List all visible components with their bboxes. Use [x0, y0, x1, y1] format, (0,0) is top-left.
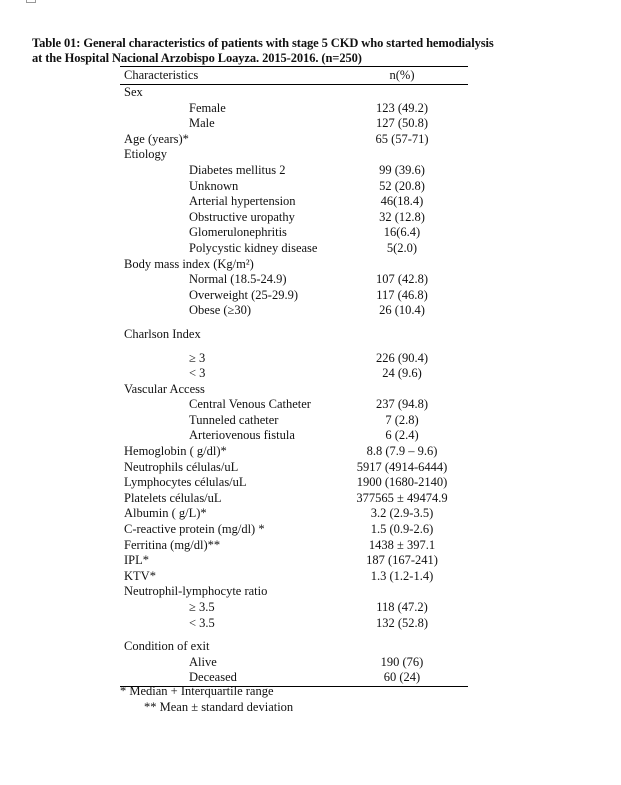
- row-value: 46(18.4): [380, 194, 424, 209]
- table-header-row: [120, 67, 468, 84]
- footnote-mean: ** Mean ± standard deviation: [144, 700, 294, 714]
- row-value: 190 (76): [380, 654, 424, 669]
- table-row: [120, 101, 468, 117]
- row-value: 107 (42.8): [375, 272, 429, 287]
- row-label: Condition of exit: [124, 639, 210, 654]
- row-label: ≥ 3.5: [189, 600, 215, 614]
- row-value: 24 (9.6): [382, 366, 422, 381]
- table-row: [120, 382, 468, 398]
- table-row: [120, 194, 468, 210]
- row-label: Sex: [124, 85, 143, 99]
- caption-line-1: Table 01: General characteristics of patients with stage 5 CKD who started hemodialysis: [32, 36, 494, 50]
- row-value: 127 (50.8): [375, 116, 429, 131]
- table-row: [120, 491, 468, 507]
- footnote-median: * Median + Interquartile range: [120, 684, 274, 698]
- row-value: 1.5 (0.9-2.6): [370, 522, 434, 537]
- table-row: [120, 616, 468, 632]
- row-value: 117 (46.8): [376, 287, 428, 302]
- table-row: [120, 85, 468, 101]
- table-row: [120, 351, 468, 367]
- row-label: KTV*: [124, 568, 156, 583]
- table-row: [120, 303, 468, 319]
- row-value: 5(2.0): [386, 240, 418, 255]
- table-row: [120, 366, 468, 382]
- row-value: 5917 (4914-6444): [356, 459, 448, 474]
- table-row: [120, 584, 468, 600]
- row-value: 52 (20.8): [379, 178, 425, 193]
- row-label: Etiology: [124, 147, 168, 162]
- table-caption: [32, 36, 592, 66]
- table-row: [120, 241, 468, 257]
- table-row: [120, 288, 468, 304]
- table-row: [120, 460, 468, 476]
- table-row: [120, 522, 468, 538]
- table-row: [120, 132, 468, 148]
- row-label: < 3: [189, 366, 206, 381]
- row-label: Vascular Access: [124, 381, 205, 396]
- header-characteristics: Characteristics: [124, 68, 199, 82]
- table-row: [120, 475, 468, 491]
- row-label: Overweight (25-29.9): [189, 287, 298, 302]
- row-label: Charlson Index: [124, 326, 201, 341]
- row-label: Polycystic kidney disease: [189, 240, 318, 255]
- table-row: [120, 413, 468, 429]
- row-value: 60 (24): [383, 670, 421, 685]
- row-label: Normal (18.5-24.9): [189, 272, 287, 287]
- table-row: [120, 147, 468, 163]
- row-value: 1900 (1680-2140): [356, 475, 448, 490]
- table-row: [120, 444, 468, 460]
- table-row: [120, 553, 468, 569]
- header-n-percent: n(%): [389, 68, 415, 82]
- row-label: Arteriovenous fistula: [189, 428, 295, 443]
- row-value: 16(6.4): [383, 225, 421, 240]
- row-label: Albumin ( g/L)*: [124, 506, 207, 521]
- table-row: [120, 506, 468, 522]
- row-label: Age (years)*: [124, 131, 189, 146]
- table-row: [120, 163, 468, 179]
- row-label: Hemoglobin ( g/dl)*: [124, 444, 227, 459]
- row-value: 132 (52.8): [375, 615, 429, 630]
- table-row: [120, 210, 468, 226]
- table-row: [120, 327, 468, 343]
- row-label: Obese (≥30): [189, 303, 252, 318]
- row-label: Deceased: [189, 670, 237, 685]
- row-value: 123 (49.2): [375, 100, 429, 115]
- row-label: ≥ 3: [189, 350, 206, 365]
- table-row: [120, 397, 468, 413]
- row-label: Tunneled catheter: [189, 412, 279, 427]
- table-row: [120, 655, 468, 671]
- row-value: 7 (2.8): [385, 412, 419, 427]
- table-row: [120, 225, 468, 241]
- row-value: 32 (12.8): [379, 209, 425, 224]
- row-label: Diabetes mellitus 2: [189, 162, 286, 177]
- row-value: 1.3 (1.2-1.4): [370, 568, 434, 583]
- table-row: [120, 272, 468, 288]
- row-label: Neutrophils células/uL: [124, 459, 239, 474]
- row-label: Body mass index (Kg/m²): [124, 256, 254, 271]
- row-value: 1438 ± 397.1: [368, 537, 436, 552]
- table-row: [120, 639, 468, 655]
- caption-line-2: at the Hospital Nacional Arzobispo Loayza. 2015-2016. (n=250): [32, 51, 362, 65]
- row-label: Alive: [189, 654, 217, 669]
- row-label: Glomerulonephritis: [189, 225, 287, 240]
- row-label: Female: [189, 100, 226, 115]
- row-value: 6 (2.4): [385, 428, 419, 443]
- table-row: [120, 257, 468, 273]
- row-label: Neutrophil-lymphocyte ratio: [124, 584, 268, 599]
- table-footnotes: [120, 683, 293, 715]
- row-label: < 3.5: [189, 615, 215, 630]
- row-label: Male: [189, 116, 215, 131]
- row-label: IPL*: [124, 553, 149, 568]
- row-value: 226 (90.4): [375, 350, 429, 365]
- row-label: Platelets células/uL: [124, 490, 222, 505]
- table-body: [120, 85, 468, 686]
- page-corner-mark: [26, 0, 36, 3]
- characteristics-table: [120, 66, 468, 687]
- row-value: 237 (94.8): [375, 397, 429, 412]
- row-value: 99 (39.6): [379, 162, 425, 177]
- row-label: Obstructive uropathy: [189, 209, 295, 224]
- row-label: Lymphocytes células/uL: [124, 475, 247, 490]
- table-row: [120, 600, 468, 616]
- table-row: [120, 428, 468, 444]
- row-value: 118 (47.2): [376, 600, 428, 614]
- row-value: 187 (167-241): [366, 553, 438, 568]
- table-row: [120, 569, 468, 585]
- row-value: 3.2 (2.9-3.5): [370, 506, 434, 521]
- row-label: C-reactive protein (mg/dl) *: [124, 522, 265, 537]
- table-row: [120, 179, 468, 195]
- row-value: 8.8 (7.9 – 9.6): [366, 444, 438, 459]
- table-row: [120, 538, 468, 554]
- row-label: Central Venous Catheter: [189, 397, 311, 412]
- row-label: Ferritina (mg/dl)**: [124, 537, 221, 552]
- row-label: Unknown: [189, 178, 239, 193]
- table-row: [120, 116, 468, 132]
- row-value: 26 (10.4): [379, 303, 425, 318]
- row-value: 377565 ± 49474.9: [356, 490, 448, 505]
- row-label: Arterial hypertension: [189, 194, 296, 209]
- row-value: 65 (57-71): [375, 131, 429, 146]
